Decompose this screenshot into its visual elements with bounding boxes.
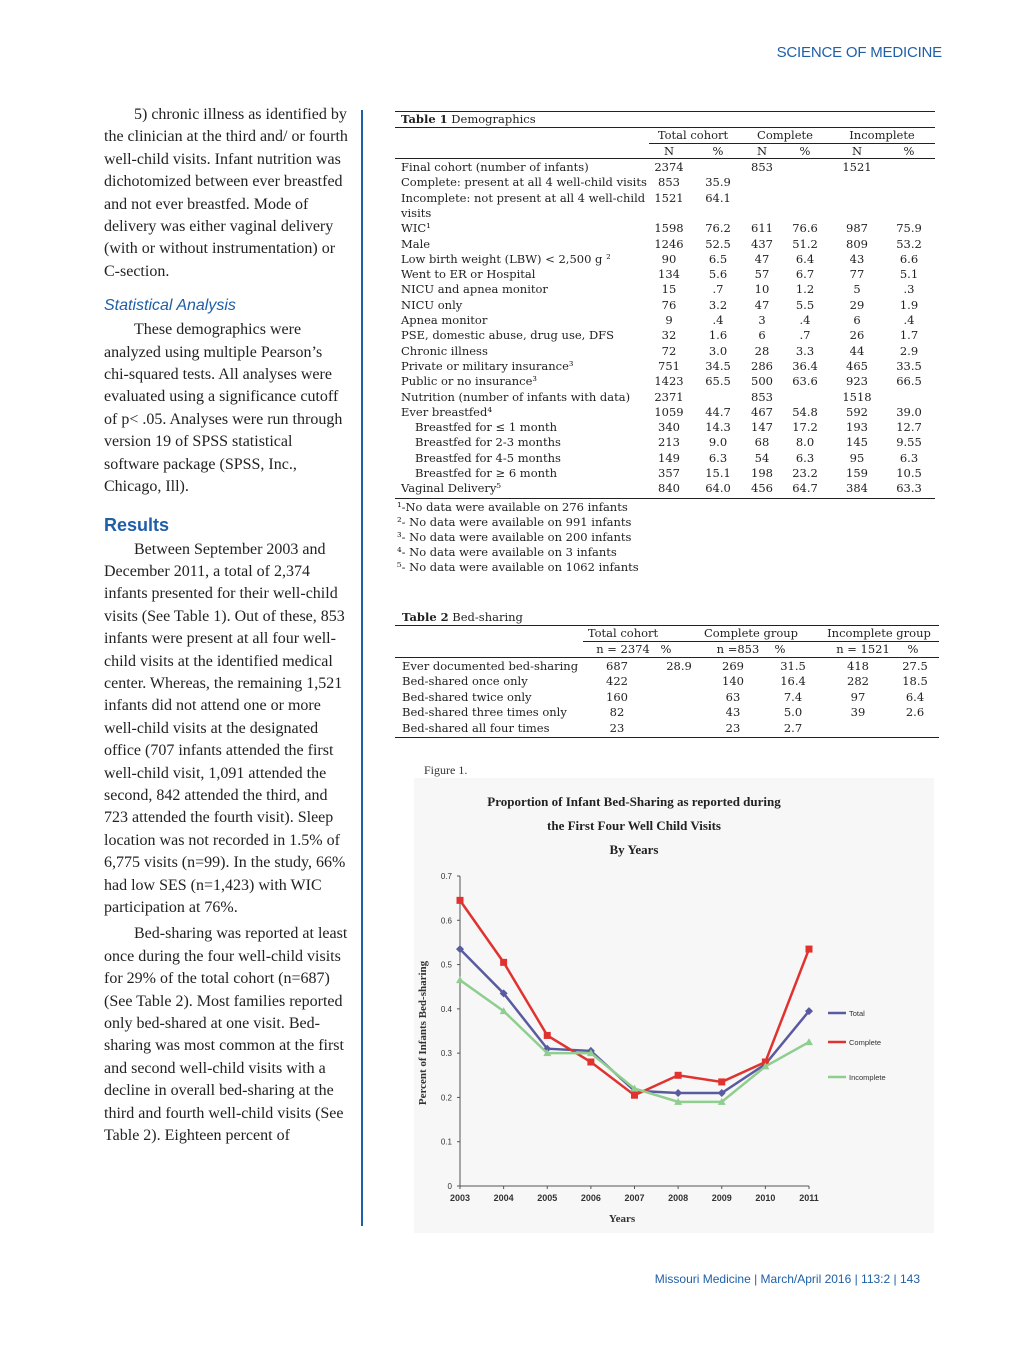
table-cell: 52.5 — [705, 236, 731, 251]
table-row-label: Complete: present at all 4 well-child visits — [401, 175, 647, 190]
table-cell: 687 — [606, 659, 628, 673]
table-footnote: ¹-No data were available on 276 infants — [397, 499, 628, 514]
table-column-header: % — [799, 144, 811, 158]
table-cell: 43 — [849, 251, 865, 266]
data-point — [544, 1032, 551, 1039]
heading-results: Results — [104, 514, 170, 535]
y-tick-label: 0.5 — [440, 960, 452, 970]
table-group-header: Incomplete — [849, 128, 915, 142]
table-row-label: Bed-shared three times only — [402, 705, 567, 720]
table-cell: 6 — [853, 313, 861, 327]
table-cell: 28 — [754, 343, 770, 358]
table-cell: 77 — [849, 267, 865, 282]
x-tick-label: 2006 — [580, 1193, 601, 1203]
table-cell: 2.7 — [783, 720, 803, 735]
figure-label: Figure 1. — [424, 763, 468, 777]
table-cell: 357 — [658, 466, 680, 480]
table-row-label: Bed-shared twice only — [402, 689, 532, 704]
table-row-label: Low birth weight (LBW) < 2,500 g ² — [401, 251, 611, 266]
x-tick-label: 2004 — [493, 1193, 514, 1203]
table-group-header: Total cohort — [587, 626, 659, 640]
x-tick-label: 2010 — [755, 1193, 776, 1203]
table-group-header: Complete group — [703, 626, 799, 640]
column-divider — [361, 110, 363, 1226]
table-cell: 160 — [606, 689, 628, 704]
table-cell: 76 — [661, 297, 677, 312]
table-footnote: ⁴- No data were available on 3 infants — [397, 545, 617, 560]
y-tick-label: 0.1 — [440, 1137, 452, 1147]
y-tick-label: 0.2 — [440, 1093, 452, 1103]
table-rule — [395, 498, 935, 499]
table-cell: 63.6 — [792, 374, 818, 389]
table-cell: 27.5 — [902, 659, 928, 673]
table-cell: 18.5 — [902, 674, 928, 689]
table-rule — [395, 657, 939, 658]
table-row-label: Incomplete: not present at all 4 well-child — [401, 190, 646, 205]
table-cell: 64.0 — [705, 481, 731, 496]
table-cell: 64.7 — [792, 481, 818, 496]
table-row-label: visits — [401, 205, 432, 220]
table-cell: 1521 — [654, 190, 684, 205]
table-cell: 5.0 — [783, 705, 803, 720]
table-cell: 2371 — [654, 389, 684, 404]
table-row-label: Bed-shared once only — [402, 674, 528, 689]
table-cell: 384 — [846, 481, 868, 496]
page-footer: Missouri Medicine | March/April 2016 | 113:2 | 143 — [654, 1272, 920, 1286]
table-cell: 53.2 — [896, 236, 922, 251]
table-caption: Table 2 Bed-sharing — [402, 610, 523, 624]
table-cell: 987 — [846, 221, 868, 236]
table-cell: 16.4 — [780, 674, 806, 689]
table-cell: 23 — [609, 720, 625, 735]
table-cell: 592 — [846, 404, 868, 419]
table-column-header: N — [851, 144, 863, 158]
table-column-header: % — [712, 144, 724, 158]
table-cell: 43 — [725, 705, 741, 720]
table-row-label: Breastfed for ≥ 6 month — [415, 466, 558, 480]
table-cell: .4 — [903, 313, 915, 327]
table-cell: 853 — [658, 175, 680, 190]
table-column-header: % — [903, 144, 915, 158]
table-cell: 1059 — [654, 404, 684, 419]
table-row-label: Breastfed for 2-3 months — [415, 435, 561, 450]
table-cell: 1598 — [654, 221, 684, 236]
table-cell: 95 — [849, 450, 865, 465]
table-cell: 134 — [658, 267, 680, 282]
table-cell: 9 — [665, 313, 673, 327]
paragraph-3: Between September 2003 and December 2011, a total of 2,374 infants presented for their well-child visits (See Table 1). Out of these, 853 infants were present at all four well-child visits at the identified medical center. Whereas, the remaining 1,521 infants did not attend one or more well-child visits at the designated office (707 infants attended the first well-child visit, 1,091 attended the second, 842 attended the third, and 723 attended the fourth visit). Sleep location was not recorded in 1.5% of 6,775 visits (n=99). In the study, 66% had low SES (n=1,423) with WIC participation at 76%. — [104, 540, 346, 916]
table-cell: 36.4 — [792, 358, 818, 373]
table-cell: 35.9 — [705, 175, 731, 190]
table-cell: 75.9 — [896, 221, 922, 236]
table-cell: 923 — [846, 374, 868, 389]
data-point — [675, 1072, 682, 1079]
table-cell: 1.9 — [899, 297, 919, 312]
table-cell: 2.6 — [905, 705, 925, 720]
legend-label: Incomplete — [849, 1073, 886, 1082]
table-cell: 8.0 — [795, 435, 815, 450]
table-cell: 6.3 — [795, 450, 815, 465]
table-row-label: Public or no insurance³ — [401, 374, 538, 389]
data-point — [806, 946, 813, 953]
table-cell: 418 — [847, 659, 869, 673]
chart-title-line: the First Four Well Child Visits — [547, 818, 721, 833]
table-cell: 29 — [849, 297, 865, 312]
table-rule — [395, 158, 935, 159]
x-tick-label: 2007 — [624, 1193, 645, 1203]
table-cell: 6.3 — [899, 450, 919, 465]
figure-1-line-chart — [414, 758, 934, 1233]
table-cell: 6 — [758, 328, 766, 343]
table-row-label: Breastfed for 4-5 months — [415, 450, 561, 465]
table-column-header: n = 2374 — [596, 642, 650, 656]
table-footnote: ³- No data were available on 200 infants — [397, 530, 632, 544]
chart-title-line: By Years — [609, 842, 659, 857]
table-cell: .7 — [712, 282, 724, 297]
table-row-label: Nutrition (number of infants with data) — [401, 389, 631, 404]
table-cell: 751 — [658, 358, 680, 373]
table-cell: 437 — [751, 236, 773, 251]
x-tick-label: 2011 — [799, 1193, 819, 1203]
table-cell: 51.2 — [792, 236, 818, 251]
subheading-statistical-analysis: Statistical Analysis — [104, 297, 236, 315]
table-cell: 76.2 — [705, 221, 731, 236]
table-cell: 193 — [846, 420, 868, 435]
table-cell: 57 — [754, 267, 770, 282]
table-cell: 853 — [751, 389, 773, 404]
table-cell: 28.9 — [666, 659, 692, 673]
data-point — [500, 959, 507, 966]
table-cell: 34.5 — [705, 358, 731, 373]
table-cell: .7 — [799, 328, 811, 343]
table-row-label: Went to ER or Hospital — [401, 267, 536, 282]
table-cell: 5.5 — [795, 297, 815, 312]
table-cell: 76.6 — [792, 221, 818, 236]
table-cell: 54.8 — [792, 404, 818, 419]
table-cell: 90 — [661, 251, 677, 266]
paragraph-1: 5) chronic illness as identified by the clinician at the third and/ or fourth well-child visits. Infant nutrition was dichotomized between ever breastfed and not ever breastfed. Mode of delivery was either vaginal delivery (with or without instrumentation) or C-section. — [104, 106, 348, 280]
table-cell: 26 — [849, 328, 865, 343]
table-cell: 340 — [658, 420, 680, 435]
table-cell: 68 — [754, 435, 770, 450]
table-row-label: NICU only — [401, 297, 463, 312]
table-cell: 12.7 — [896, 420, 922, 435]
table-cell: 5.1 — [899, 267, 919, 282]
table-cell: 422 — [606, 674, 628, 689]
table-row-label: PSE, domestic abuse, drug use, DFS — [401, 328, 615, 343]
table-cell: 23 — [725, 720, 741, 735]
table-cell: 1518 — [842, 389, 872, 404]
table-row-label: Private or military insurance³ — [401, 358, 574, 373]
table-cell: 6.4 — [795, 251, 815, 266]
table-cell: 10 — [754, 282, 770, 297]
table-cell: 72 — [661, 343, 677, 358]
table-cell: 1.7 — [899, 328, 919, 343]
table-cell: 15 — [661, 282, 677, 297]
table-caption: Table 1 Demographics — [401, 112, 536, 126]
table-cell: 9.55 — [896, 435, 922, 450]
table-cell: .4 — [712, 313, 724, 327]
table-column-header: % — [660, 642, 672, 656]
table-cell: 3 — [758, 313, 766, 327]
table-cell: 6.7 — [795, 267, 815, 282]
table-group-header: Incomplete group — [827, 626, 931, 640]
table-row-label: Male — [401, 236, 431, 251]
table-cell: 269 — [722, 659, 744, 673]
table-group-header: Total cohort — [657, 128, 729, 142]
x-tick-label: 2008 — [668, 1193, 689, 1203]
table-cell: 3.2 — [708, 297, 728, 312]
table-cell: 159 — [846, 466, 868, 480]
table-group-header: Complete — [757, 128, 813, 142]
legend-label: Total — [849, 1009, 865, 1018]
table-cell: 39.0 — [896, 404, 922, 419]
x-tick-label: 2003 — [449, 1193, 471, 1203]
legend-label: Complete — [849, 1038, 882, 1047]
figure-background — [414, 778, 934, 1233]
table-cell: 6.6 — [899, 251, 919, 266]
x-tick-label: 2009 — [711, 1193, 732, 1203]
table-cell: 1.6 — [708, 328, 728, 343]
table-footnote: ⁵- No data were available on 1062 infants — [397, 560, 639, 575]
table-column-header: n = 1521 — [836, 642, 890, 656]
y-tick-label: 0.7 — [440, 872, 452, 881]
table-row-label: Breastfed for ≤ 1 month — [415, 420, 558, 435]
data-point — [457, 897, 464, 904]
table-row-label: Ever breastfed⁴ — [401, 404, 492, 419]
table-cell: 15.1 — [705, 466, 731, 480]
table-cell: 1423 — [654, 374, 684, 389]
table-cell: 54 — [754, 450, 770, 465]
table-cell: 97 — [850, 689, 866, 704]
table-cell: 147 — [751, 420, 773, 435]
section-header: SCIENCE OF MEDICINE — [776, 44, 942, 61]
table-cell: 6.5 — [708, 251, 728, 266]
table-cell: 2374 — [654, 160, 684, 174]
table-1-demographics — [395, 110, 935, 580]
paragraph-2: These demographics were analyzed using multiple Pearson’s chi-squared tests. All analyses were evaluated using a significance cutoff of p< .05. Analyses were run through version 19 of SPSS statistical software package (SPSS, Inc., Chicago, Ill). — [104, 321, 343, 496]
x-tick-label: 2005 — [537, 1193, 558, 1203]
table-cell: 145 — [846, 435, 868, 450]
x-axis-label: Years — [608, 1213, 636, 1225]
table-cell: 3.0 — [708, 343, 728, 358]
table-cell: 31.5 — [780, 659, 806, 673]
y-tick-label: 0.4 — [440, 1004, 452, 1014]
chart-title-line: Proportion of Infant Bed-Sharing as reported during — [487, 794, 781, 809]
table-cell: 467 — [751, 404, 773, 419]
table-cell: 140 — [722, 674, 744, 689]
table-cell: 1.2 — [795, 282, 815, 297]
data-point — [718, 1078, 725, 1085]
table-cell: 3.3 — [795, 343, 815, 358]
table-cell: 47 — [754, 251, 770, 266]
body-text-column — [104, 104, 348, 1147]
table-cell: 33.5 — [896, 358, 922, 373]
data-point — [631, 1092, 638, 1099]
table-cell: 611 — [751, 221, 773, 236]
table-row-label: NICU and apnea monitor — [401, 282, 548, 297]
table-row-label: Vaginal Delivery⁵ — [401, 481, 502, 496]
table-rule — [395, 737, 939, 738]
table-row-label: Ever documented bed-sharing — [402, 659, 579, 673]
paragraph-4: Bed-sharing was reported at least once during the four well-child visits for 29% of the total cohort (n=687) (See Table 2). Most families reported only bed-shared at one visit. Bed-sharing was most common at the first and second well-child visits with a decline in overall bed-sharing at the third and fourth well-child visits (See Table 2). Eighteen percent of — [104, 925, 348, 1145]
table-cell: 465 — [846, 358, 868, 373]
table-row-label: WIC¹ — [401, 221, 431, 236]
table-cell: 32 — [661, 328, 677, 343]
table-cell: 17.2 — [792, 420, 818, 435]
table-cell: 7.4 — [783, 689, 803, 704]
table-row-label: Chronic illness — [401, 343, 488, 358]
table-cell: 456 — [751, 481, 773, 496]
table-cell: 213 — [658, 435, 680, 450]
table-cell: 500 — [751, 374, 773, 389]
y-tick-label: 0 — [447, 1182, 452, 1191]
table-cell: 853 — [751, 160, 773, 174]
table-cell: .4 — [799, 313, 811, 327]
y-tick-label: 0.3 — [440, 1049, 452, 1059]
table-cell: 5.6 — [708, 267, 728, 282]
table-cell: 64.1 — [705, 190, 731, 205]
table-column-header: % — [774, 642, 786, 656]
data-point — [587, 1059, 594, 1066]
table-cell: 23.2 — [792, 466, 818, 480]
table-cell: 10.5 — [896, 466, 922, 480]
table-cell: 198 — [751, 466, 773, 480]
table-cell: 47 — [754, 297, 770, 312]
table-cell: 149 — [658, 450, 680, 465]
table-cell: 82 — [609, 705, 625, 720]
table-cell: 286 — [751, 358, 773, 373]
table-cell: 282 — [847, 674, 869, 689]
table-cell: 6.4 — [905, 689, 925, 704]
y-axis-label: Percent of Infants Bed-sharing — [417, 960, 429, 1106]
table-column-header: N — [663, 144, 675, 158]
table-cell: 14.3 — [705, 420, 731, 435]
table-cell: 63.3 — [896, 481, 922, 496]
table-cell: 6.3 — [708, 450, 728, 465]
table-row-label: Bed-shared all four times — [402, 720, 550, 735]
table-cell: .3 — [903, 282, 915, 297]
table-cell: 2.9 — [899, 343, 919, 358]
table-cell: 9.0 — [708, 435, 728, 450]
table-cell: 5 — [853, 282, 861, 297]
table-footnote: ²- No data were available on 991 infants — [397, 514, 632, 529]
table-column-header: % — [907, 642, 919, 656]
table-column-header: n =853 — [716, 642, 760, 656]
table-cell: 840 — [658, 481, 680, 496]
table-cell: 44 — [849, 343, 865, 358]
table-column-header: N — [756, 144, 768, 158]
table-cell: 66.5 — [896, 374, 922, 389]
table-cell: 39 — [850, 705, 866, 720]
table-cell: 809 — [846, 236, 868, 251]
table-cell: 1246 — [654, 236, 684, 251]
table-cell: 44.7 — [705, 404, 731, 419]
y-tick-label: 0.6 — [440, 916, 452, 926]
table-cell: 65.5 — [705, 374, 731, 389]
table-cell: 63 — [725, 689, 741, 704]
table-cell: 1521 — [842, 160, 872, 174]
table-row-label: Apnea monitor — [401, 313, 488, 327]
table-2-bed-sharing — [395, 608, 939, 738]
table-row-label: Final cohort (number of infants) — [401, 160, 589, 174]
